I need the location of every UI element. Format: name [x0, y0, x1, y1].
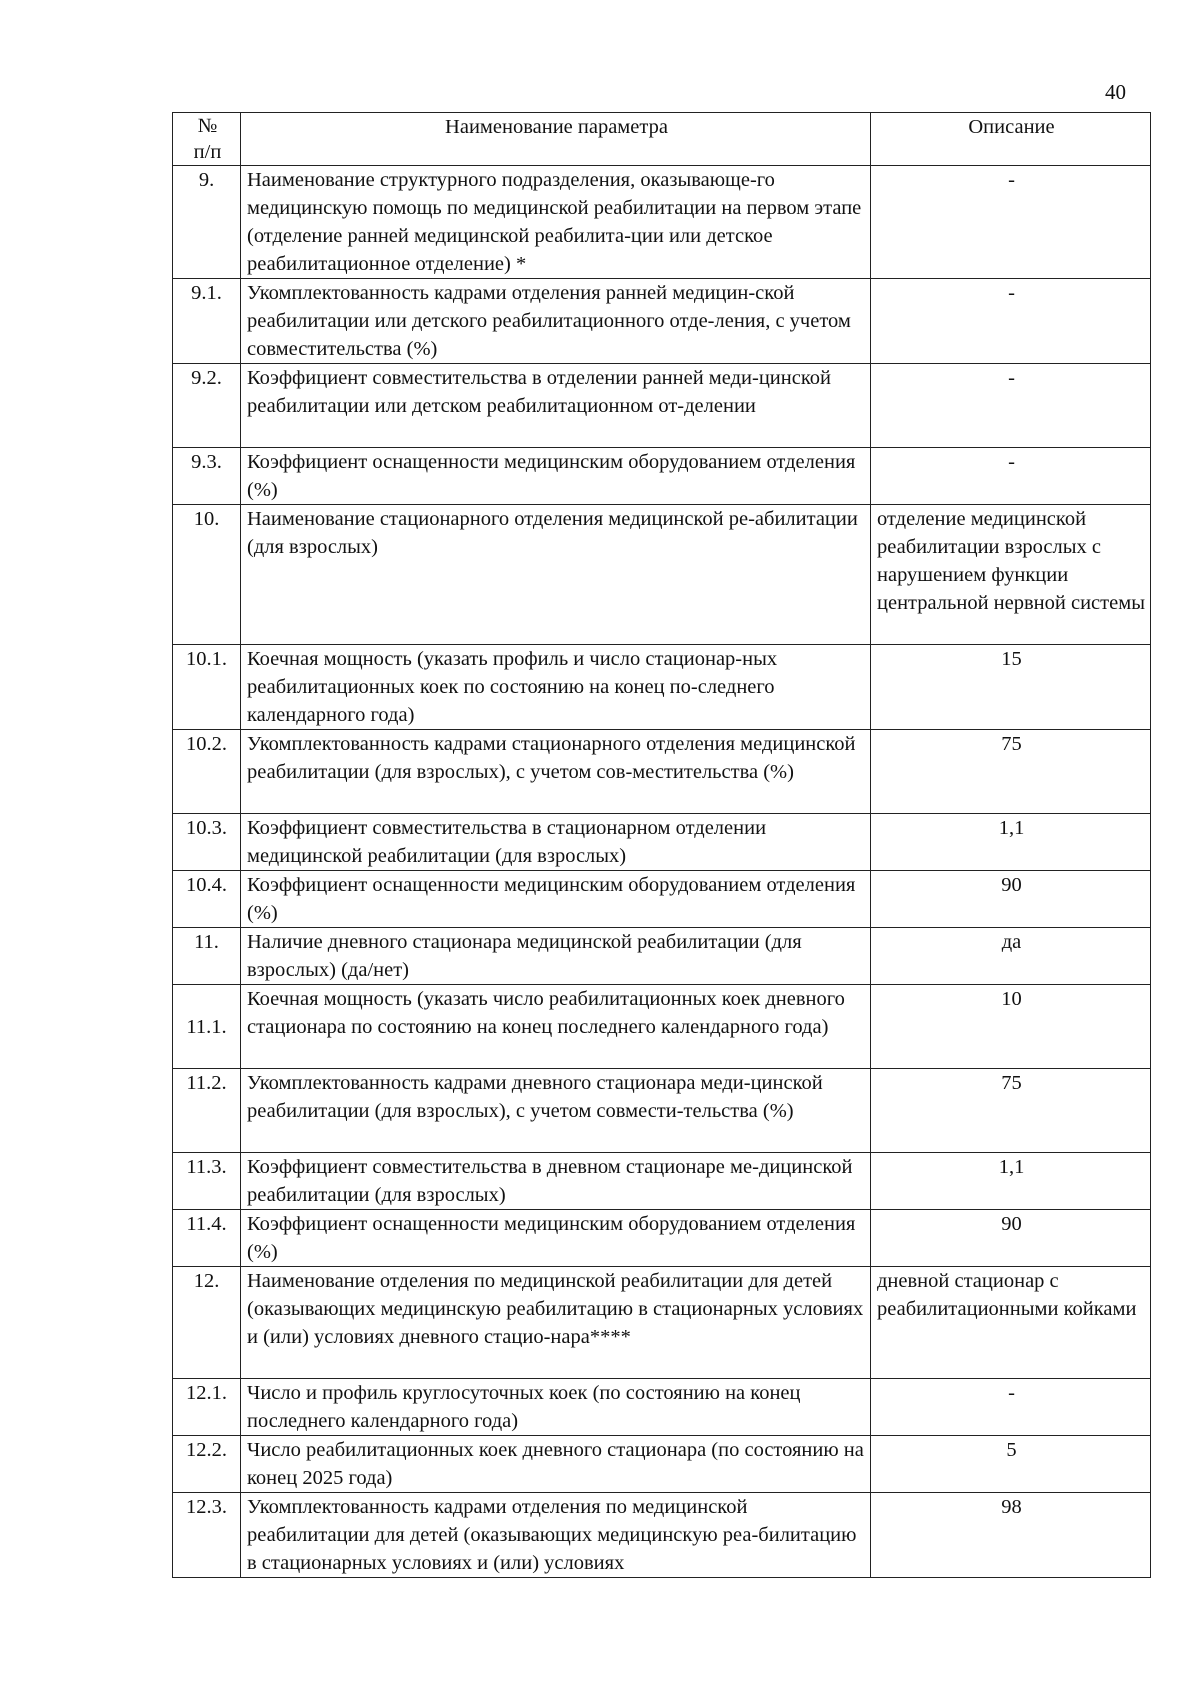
row-name: Наименование структурного подразделения, оказывающе-го медицинскую помощь по медицинской реабилитации на первом этапе (отделение ранней медицинской реабилита-ции или детское реабилитационное отделение) * — [241, 166, 871, 279]
table-header-row — [173, 113, 1151, 166]
page-number: 40 — [1105, 80, 1126, 104]
row-name: Наименование отделения по медицинской реабилитации для детей (оказывающих медицинскую реабилитацию в стационарных условиях и (или) условиях дневного стацио-нара**** — [241, 1267, 871, 1379]
row-desc: 5 — [871, 1436, 1151, 1493]
header-name: Наименование параметра — [241, 113, 871, 166]
table-row — [173, 871, 1151, 928]
table-row — [173, 1069, 1151, 1153]
row-name: Коэффициент совместительства в дневном стационаре ме-дицинской реабилитации (для взрослых) — [241, 1153, 871, 1210]
row-desc: отделение медицинской реабилитации взрослых с нарушением функции центральной нервной системы — [871, 505, 1151, 645]
row-desc: - — [871, 166, 1151, 279]
row-num: 9. — [173, 166, 241, 279]
table-row — [173, 1210, 1151, 1267]
row-num: 12.2. — [173, 1436, 241, 1493]
row-num: 9.1. — [173, 279, 241, 364]
table-row — [173, 166, 1151, 279]
header-num: № п/п — [173, 113, 241, 166]
row-name: Коечная мощность (указать число реабилитационных коек дневного стационара по состоянию на конец последнего календарного года) — [241, 985, 871, 1069]
table-row — [173, 448, 1151, 505]
row-desc: 90 — [871, 871, 1151, 928]
row-desc: 90 — [871, 1210, 1151, 1267]
row-name: Укомплектованность кадрами стационарного отделения медицинской реабилитации (для взрослых), с учетом сов-местительства (%) — [241, 730, 871, 814]
row-num: 10.4. — [173, 871, 241, 928]
row-num: 10.2. — [173, 730, 241, 814]
row-name: Коечная мощность (указать профиль и число стационар-ных реабилитационных коек по состоянию на конец по-следнего календарного года) — [241, 645, 871, 730]
row-name: Коэффициент совместительства в отделении ранней меди-цинской реабилитации или детском реабилитационном от-делении — [241, 364, 871, 448]
row-desc: - — [871, 448, 1151, 505]
row-num: 9.3. — [173, 448, 241, 505]
row-desc: 1,1 — [871, 1153, 1151, 1210]
row-num: 10. — [173, 505, 241, 645]
row-num: 11.3. — [173, 1153, 241, 1210]
row-desc: да — [871, 928, 1151, 985]
table-row — [173, 364, 1151, 448]
row-num: 12.3. — [173, 1493, 241, 1578]
row-desc: дневной стационар с реабилитационными койками — [871, 1267, 1151, 1379]
row-name: Укомплектованность кадрами отделения по медицинской реабилитации для детей (оказывающих медицинскую реа-билитацию в стационарных условиях и (или) условиях — [241, 1493, 871, 1578]
row-desc: 15 — [871, 645, 1151, 730]
table-row — [173, 1267, 1151, 1379]
row-name: Наличие дневного стационара медицинской реабилитации (для взрослых) (да/нет) — [241, 928, 871, 985]
table-row — [173, 1153, 1151, 1210]
row-num: 11.2. — [173, 1069, 241, 1153]
header-desc: Описание — [871, 113, 1151, 166]
row-num: 10.1. — [173, 645, 241, 730]
row-desc: 1,1 — [871, 814, 1151, 871]
row-name: Число реабилитационных коек дневного стационара (по состоянию на конец 2025 года) — [241, 1436, 871, 1493]
row-num: 11.1. — [173, 985, 241, 1069]
table-row — [173, 279, 1151, 364]
row-name: Коэффициент оснащенности медицинским оборудованием отделения (%) — [241, 871, 871, 928]
row-num: 12. — [173, 1267, 241, 1379]
row-name: Укомплектованность кадрами отделения ранней медицин-ской реабилитации или детского реабилитационного отде-ления, с учетом совместительства (%) — [241, 279, 871, 364]
row-desc: 10 — [871, 985, 1151, 1069]
table-row — [173, 928, 1151, 985]
table-row — [173, 1493, 1151, 1578]
table-row — [173, 814, 1151, 871]
row-desc: - — [871, 1379, 1151, 1436]
row-desc: - — [871, 364, 1151, 448]
row-name: Коэффициент оснащенности медицинским оборудованием отделения (%) — [241, 1210, 871, 1267]
row-num: 10.3. — [173, 814, 241, 871]
table-row — [173, 505, 1151, 645]
row-desc: 75 — [871, 1069, 1151, 1153]
table-row — [173, 985, 1151, 1069]
row-num: 11. — [173, 928, 241, 985]
row-desc: 98 — [871, 1493, 1151, 1578]
table-row — [173, 730, 1151, 814]
row-desc: 75 — [871, 730, 1151, 814]
row-num: 11.4. — [173, 1210, 241, 1267]
parameters-table — [172, 112, 1151, 1578]
table-row — [173, 1436, 1151, 1493]
row-name: Укомплектованность кадрами дневного стационара меди-цинской реабилитации (для взрослых), с учетом совмести-тельства (%) — [241, 1069, 871, 1153]
row-num: 12.1. — [173, 1379, 241, 1436]
row-name: Коэффициент совместительства в стационарном отделении медицинской реабилитации (для взрослых) — [241, 814, 871, 871]
row-name: Число и профиль круглосуточных коек (по состоянию на конец последнего календарного года) — [241, 1379, 871, 1436]
row-name: Коэффициент оснащенности медицинским оборудованием отделения (%) — [241, 448, 871, 505]
table-row — [173, 645, 1151, 730]
table-row — [173, 1379, 1151, 1436]
row-num: 9.2. — [173, 364, 241, 448]
row-name: Наименование стационарного отделения медицинской ре-абилитации (для взрослых) — [241, 505, 871, 645]
row-desc: - — [871, 279, 1151, 364]
